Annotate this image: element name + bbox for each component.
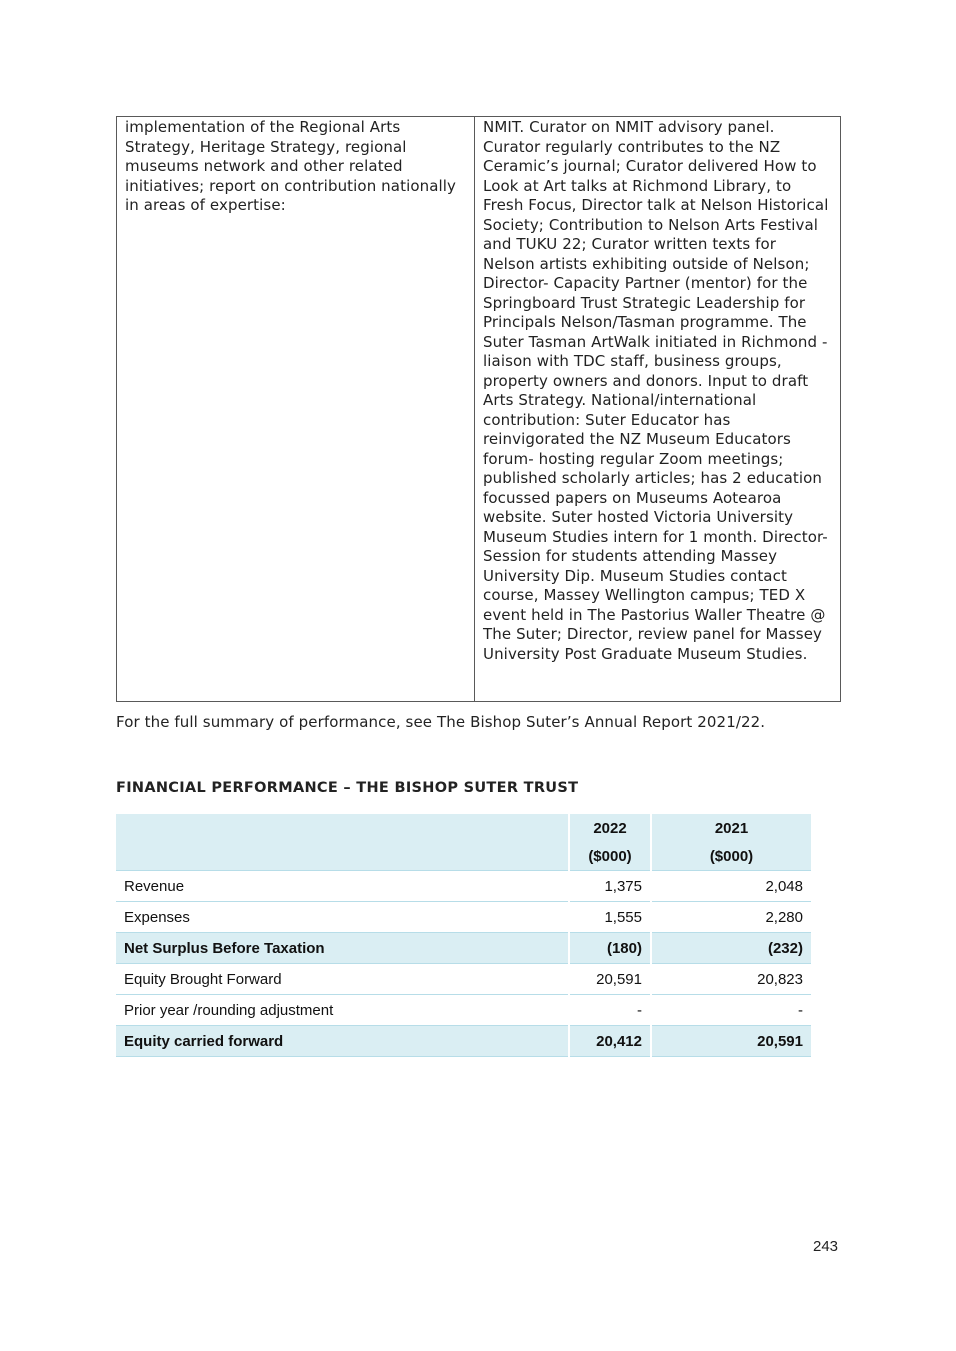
header-row-years xyxy=(116,814,811,842)
table-row-revenue xyxy=(116,871,811,902)
header-year-2022: 2022 xyxy=(569,814,651,842)
value-2022: - xyxy=(569,995,651,1026)
header-unit-2022: ($000) xyxy=(569,842,651,871)
table-row xyxy=(117,117,841,702)
row-label: Expenses xyxy=(116,902,569,933)
header-blank xyxy=(116,842,569,871)
continued-performance-table xyxy=(116,116,841,702)
value-2021: 2,280 xyxy=(651,902,811,933)
header-unit-2021: ($000) xyxy=(651,842,811,871)
header-blank xyxy=(116,814,569,842)
header-row-units xyxy=(116,842,811,871)
row-label: Revenue xyxy=(116,871,569,902)
value-2022: (180) xyxy=(569,933,651,964)
value-2021: - xyxy=(651,995,811,1026)
value-2021: (232) xyxy=(651,933,811,964)
row-label: Prior year /rounding adjustment xyxy=(116,995,569,1026)
value-2022: 1,555 xyxy=(569,902,651,933)
value-2022: 20,591 xyxy=(569,964,651,995)
measure-cell: implementation of the Regional Arts Strategy, Heritage Strategy, regional museums network and other related initiatives; report on contribution nationally in areas of expertise: xyxy=(117,117,475,702)
table-row-equity-brought-forward xyxy=(116,964,811,995)
page-number: 243 xyxy=(813,1238,839,1255)
value-2021: 20,591 xyxy=(651,1026,811,1057)
header-year-2021: 2021 xyxy=(651,814,811,842)
table-row-expenses xyxy=(116,902,811,933)
row-label: Net Surplus Before Taxation xyxy=(116,933,569,964)
table-row-net-surplus xyxy=(116,933,811,964)
summary-note: For the full summary of performance, see The Bishop Suter’s Annual Report 2021/22. xyxy=(116,713,766,731)
result-cell: NMIT. Curator on NMIT advisory panel. Curator regularly contributes to the NZ Ceramic’s journal; Curator delivered How to Look at Art talks at Richmond Library, to Fresh Focus, Director talk at Nelson Historical Society; Contribution to Nelson Arts Festival and TUKU 22; Curator written texts for Nelson artists exhibiting outside of Nelson; Director- Capacity Partner (mentor) for the Springboard Trust Strategic Leadership for Principals Nelson/Tasman programme. The Suter Tasman ArtWalk initiated in Richmond -liaison with TDC staff, business groups, property owners and donors. Input to draft Arts Strategy. National/international contribution: Suter Educator has reinvigorated the NZ Museum Educators forum- hosting regular Zoom meetings; published scholarly articles; has 2 education focussed papers on Museums Aotearoa website. Suter hosted Victoria University Museum Studies intern for 1 month. Director- Session for students attending Massey University Dip. Museum Studies contact course, Massey Wellington campus; TED X event held in The Pastorius Waller Theatre @ The Suter; Director, review panel for Massey University Post Graduate Museum Studies. xyxy=(475,117,841,702)
value-2022: 20,412 xyxy=(569,1026,651,1057)
table-row-prior-year-adjustment xyxy=(116,995,811,1026)
value-2021: 20,823 xyxy=(651,964,811,995)
value-2021: 2,048 xyxy=(651,871,811,902)
financial-heading: FINANCIAL PERFORMANCE – THE BISHOP SUTER TRUST xyxy=(116,780,579,796)
financial-table xyxy=(116,814,811,1057)
value-2022: 1,375 xyxy=(569,871,651,902)
row-label: Equity carried forward xyxy=(116,1026,569,1057)
row-label: Equity Brought Forward xyxy=(116,964,569,995)
table-row-equity-carried-forward xyxy=(116,1026,811,1057)
